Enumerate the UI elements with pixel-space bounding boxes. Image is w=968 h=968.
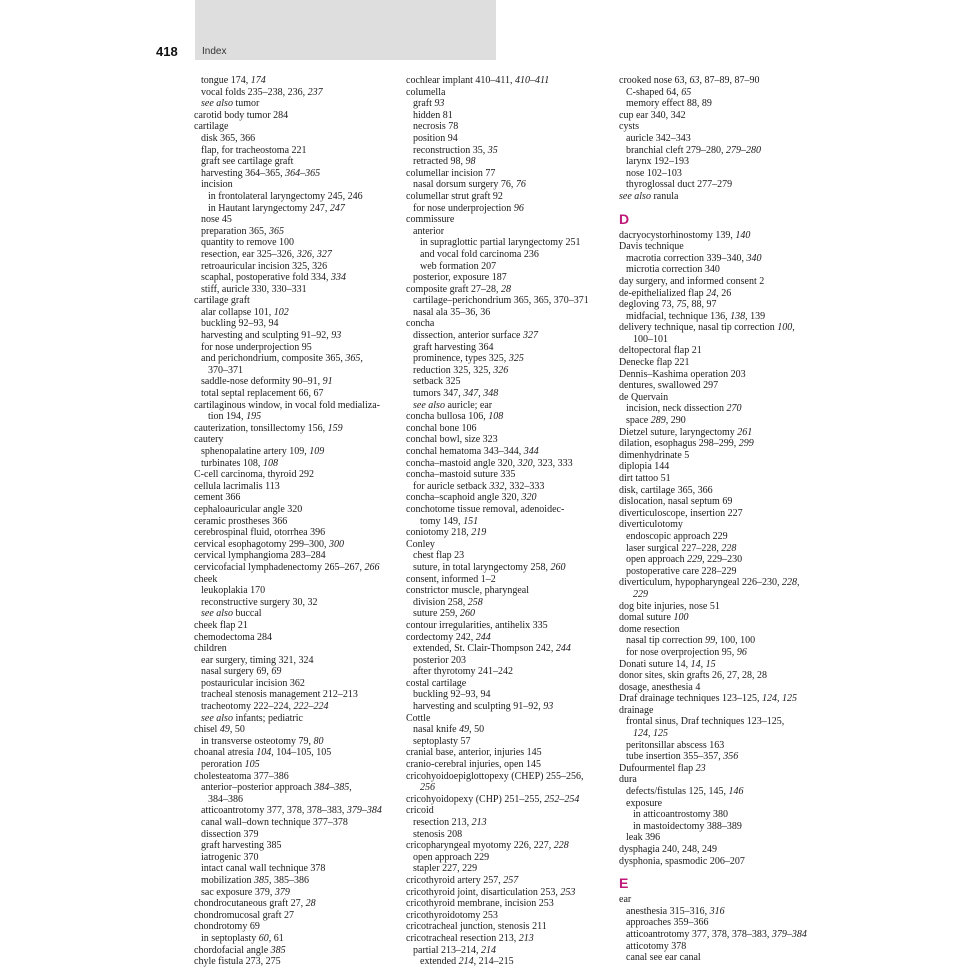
index-entry: concha <box>406 318 435 330</box>
index-entry: cheek <box>194 573 218 585</box>
index-entry: dog bite injuries, nose 51 <box>619 600 720 612</box>
index-entry-continuation: 384–386 <box>208 793 243 805</box>
index-subentry: postauricular incision 362 <box>201 677 305 689</box>
index-subentry: sphenopalatine artery 109, 109 <box>201 446 325 457</box>
index-subentry: branchial cleft 279–280, 279–280 <box>626 144 761 156</box>
index-entry: chisel 49, 50 <box>194 724 245 736</box>
index-column-3 <box>619 75 819 964</box>
index-subentry: harvesting and sculpting 91–92, 93 <box>201 330 342 342</box>
index-entry: diverticulum, hypopharyngeal 226–230, 228, <box>619 577 800 589</box>
index-entry: cervicofacial lymphadenectomy 265–267, 266 <box>194 561 380 573</box>
index-entry: de-epithelialized flap 24, 26 <box>619 287 732 299</box>
index-entry: C-cell carcinoma, thyroid 292 <box>194 469 314 481</box>
index-entry-continuation: 100–101 <box>633 333 668 345</box>
index-entry: Denecke flap 221 <box>619 357 690 369</box>
running-head-bar <box>195 0 496 60</box>
index-entry: concha bullosa 106, 108 <box>406 411 504 423</box>
index-entry: day surgery, and informed consent 2 <box>619 275 765 287</box>
index-entry: cricothyroid membrane, incision 253 <box>406 898 554 910</box>
index-entry: Dufourmentel flap 23 <box>619 762 706 774</box>
index-subentry: nasal tip correction 99, 100, 100 <box>626 635 756 647</box>
index-subentry: quantity to remove 100 <box>201 237 295 249</box>
index-entry: cephaloauricular angle 320 <box>194 503 303 515</box>
index-subentry: after thyrotomy 241–242 <box>413 666 513 678</box>
index-subentry: and vocal fold carcinoma 236 <box>420 248 539 260</box>
index-entry: diplopia 144 <box>619 461 670 473</box>
index-entry: cricotracheal resection 213, 213 <box>406 932 534 944</box>
index-subentry: graft harvesting 385 <box>201 840 282 852</box>
index-entry: conchotome tissue removal, adenoidec- <box>406 503 565 515</box>
index-subentry: graft harvesting 364 <box>413 341 494 353</box>
index-entry: cerebrospinal fluid, otorrhea 396 <box>194 527 326 539</box>
index-subentry: atticoantrotomy 377, 378, 378–383, 379–384 <box>626 928 807 940</box>
index-subentry: auricle 342–343 <box>626 132 691 144</box>
index-entry: cartilaginous window, in vocal fold medializa- <box>194 399 380 411</box>
index-subentry: see also tumor <box>201 98 260 110</box>
index-entry: cartilage graft <box>194 295 250 307</box>
index-subentry: chest flap 23 <box>413 550 465 562</box>
index-entry: cauterization, tonsillectomy 156, 159 <box>194 422 343 434</box>
index-entry: chondrocutaneous graft 27, 28 <box>194 898 316 910</box>
index-subentry: cartilage–perichondrium 365, 365, 370–371 <box>413 295 589 307</box>
index-entry: cricothyroid joint, disarticulation 253, 253 <box>406 886 576 898</box>
index-entry: cricotracheal junction, stenosis 211 <box>406 921 547 933</box>
index-subentry: harvesting and sculpting 91–92, 93 <box>413 701 554 713</box>
index-subentry: nose 45 <box>201 214 232 226</box>
index-subentry: for nose underprojection 96 <box>413 202 524 214</box>
index-subentry: postoperative care 228–229 <box>626 565 737 577</box>
index-subentry: suture 259, 260 <box>413 608 475 620</box>
index-entry: cellula lacrimalis 113 <box>194 480 280 492</box>
index-entry: cup ear 340, 342 <box>619 109 686 121</box>
index-entry-continuation: 124, 125 <box>633 728 668 740</box>
index-entry: dysphagia 240, 248, 249 <box>619 844 718 855</box>
index-subentry: graft see cartilage graft <box>201 156 294 168</box>
index-entry: Dietzel suture, laryngectomy 261 <box>619 426 753 438</box>
index-entry: cochlear implant 410–411, 410–411 <box>406 75 550 86</box>
index-entry: drainage <box>619 704 654 716</box>
index-entry: cartilage <box>194 121 229 133</box>
index-entry: cautery <box>194 434 224 446</box>
index-subentry: nasal ala 35–36, 36 <box>413 306 491 318</box>
index-entry: cricothyroidotomy 253 <box>406 909 498 921</box>
index-subentry: hidden 81 <box>413 109 453 121</box>
index-subentry: memory effect 88, 89 <box>626 98 712 110</box>
index-entry: chemodectoma 284 <box>194 631 273 643</box>
index-entry: children <box>194 643 227 655</box>
index-subentry: tongue 174, 174 <box>201 75 266 86</box>
index-entry: costal cartilage <box>406 677 467 689</box>
index-subentry: see also auricle; ear <box>413 399 493 411</box>
index-subentry: tumors 347, 347, 348 <box>413 388 499 400</box>
index-subentry: reconstructive surgery 30, 32 <box>201 596 318 608</box>
index-entry: dilation, esophagus 298–299, 299 <box>619 438 754 450</box>
index-entry: choanal atresia 104, 104–105, 105 <box>194 747 332 759</box>
index-entry: chondromucosal graft 27 <box>194 909 294 921</box>
index-subentry: intact canal wall technique 378 <box>201 863 326 875</box>
index-entry: diverticulotomy <box>619 519 683 531</box>
index-entry: constrictor muscle, pharyngeal <box>406 585 530 597</box>
index-entry: Cottle <box>406 712 431 724</box>
index-entry: concha–mastoid suture 335 <box>406 469 516 481</box>
index-entry: Dennis–Kashima operation 203 <box>619 368 746 380</box>
index-subentry: see also infants; pediatric <box>201 712 303 724</box>
index-entry: dentures, swallowed 297 <box>619 380 719 392</box>
index-subentry: disk 365, 366 <box>201 132 256 144</box>
index-entry: cranio-cerebral injuries, open 145 <box>406 759 541 771</box>
index-subentry: in supraglottic partial laryngectomy 251 <box>420 237 581 249</box>
index-subentry: leak 396 <box>626 832 661 844</box>
index-entry: deltopectoral flap 21 <box>619 345 702 357</box>
index-subentry: posterior 203 <box>413 654 467 666</box>
index-subentry: septoplasty 57 <box>413 735 471 747</box>
index-subentry: defects/fistulas 125, 145, 146 <box>626 786 744 798</box>
index-subentry: for nose underprojection 95 <box>201 341 312 353</box>
index-subentry: laser surgical 227–228, 228 <box>626 542 737 554</box>
index-entry: carotid body tumor 284 <box>194 109 289 121</box>
index-subentry: iatrogenic 370 <box>201 851 259 863</box>
index-subentry: web formation 207 <box>420 260 497 272</box>
index-subentry: for nose overprojection 95, 96 <box>626 646 747 658</box>
index-subentry: leukoplakia 170 <box>201 585 266 597</box>
index-entry: Donati suture 14, 14, 15 <box>619 658 716 670</box>
index-subentry: see also buccal <box>201 608 262 620</box>
index-entry: Conley <box>406 538 435 550</box>
index-subentry: for auricle setback 332, 332–333 <box>413 480 545 492</box>
index-entry-continuation: 229 <box>633 588 648 600</box>
index-subentry: partial 213–214, 214 <box>413 944 497 956</box>
index-section-letter: E <box>619 875 629 892</box>
index-entry: conchal bowl, size 323 <box>406 434 498 446</box>
index-entry: domal suture 100 <box>619 612 689 624</box>
index-subentry: flap, for tracheostoma 221 <box>201 144 307 156</box>
index-entry: conchal hematoma 343–344, 344 <box>406 446 539 457</box>
index-entry: cholesteatoma 377–386 <box>194 770 289 782</box>
index-subentry: posterior, exposure 187 <box>413 272 507 284</box>
index-subentry: harvesting 364–365, 364–365 <box>201 167 321 179</box>
index-subentry: buckling 92–93, 94 <box>413 689 491 701</box>
index-subentry: position 94 <box>413 132 458 144</box>
index-entry: commissure <box>406 214 455 226</box>
index-entry: dimenhydrinate 5 <box>619 449 690 461</box>
index-subentry: division 258, 258 <box>413 596 483 608</box>
index-subentry: atticoantrotomy 377, 378, 378–383, 379–384 <box>201 805 382 817</box>
index-subentry: suture, in total laryngectomy 258, 260 <box>413 561 566 573</box>
index-entry: chondrotomy 69 <box>194 921 260 933</box>
index-entry: consent, informed 1–2 <box>406 573 496 585</box>
index-subentry: buckling 92–93, 94 <box>201 318 279 330</box>
index-entry: columellar incision 77 <box>406 167 496 179</box>
index-entry: Draf drainage techniques 123–125, 124, 125 <box>619 693 798 705</box>
index-subentry: extended 214, 214–215 <box>420 956 514 968</box>
index-subentry: vocal folds 235–238, 236, 237 <box>201 86 323 98</box>
index-entry: crooked nose 63, 63, 87–89, 87–90 <box>619 75 760 86</box>
index-subentry: in Hautant laryngectomy 247, 247 <box>208 202 345 214</box>
index-subentry: in atticoantrostomy 380 <box>633 809 728 821</box>
index-entry: cricothyroid artery 257, 257 <box>406 874 519 886</box>
index-entry: concha–mastoid angle 320, 320, 323, 333 <box>406 457 573 469</box>
index-subentry: and perichondrium, composite 365, 365, <box>201 353 363 365</box>
index-subentry: reduction 325, 325, 326 <box>413 364 509 376</box>
index-column-1 <box>194 75 402 968</box>
index-entry-continuation: tomy 149, 151 <box>420 515 479 527</box>
index-subentry: preparation 365, 365 <box>201 225 285 237</box>
index-subentry: retroauricular incision 325, 326 <box>201 260 328 272</box>
index-entry: see also ranula <box>619 190 679 202</box>
index-entry: dura <box>619 774 637 786</box>
index-subentry: tracheotomy 222–224, 222–224 <box>201 701 329 713</box>
index-entry: chyle fistula 273, 275 <box>194 956 281 968</box>
index-entry: cervical esophagotomy 299–300, 300 <box>194 538 344 550</box>
index-subentry: in mastoidectomy 388–389 <box>633 820 742 832</box>
index-entry: cement 366 <box>194 492 241 504</box>
index-subentry: microtia correction 340 <box>626 264 720 276</box>
index-subentry: resection 213, 213 <box>413 817 487 828</box>
index-entry-continuation: tion 194, 195 <box>208 411 262 423</box>
index-subentry: scaphal, postoperative fold 334, 334 <box>201 272 346 284</box>
index-entry: dirt tattoo 51 <box>619 473 671 484</box>
index-subentry: stiff, auricle 330, 330–331 <box>201 283 307 295</box>
index-column-2 <box>406 75 614 968</box>
index-subentry: in frontolateral laryngectomy 245, 246 <box>208 190 363 202</box>
index-subentry: endoscopic approach 229 <box>626 530 728 542</box>
index-subentry: retracted 98, 98 <box>413 156 476 168</box>
index-subentry: reconstruction 35, 35 <box>413 144 498 156</box>
index-subentry: midfacial, technique 136, 138, 139 <box>626 310 766 322</box>
index-subentry: stapler 227, 229 <box>413 863 478 875</box>
index-subentry: nasal surgery 69, 69 <box>201 666 282 678</box>
index-entry: disk, cartilage 365, 366 <box>619 484 713 496</box>
index-subentry: dissection 379 <box>201 828 259 840</box>
index-subentry: saddle-nose deformity 90–91, 91 <box>201 376 333 388</box>
index-entry: concha–scaphoid angle 320, 320 <box>406 492 537 504</box>
index-subentry: prominence, types 325, 325 <box>413 353 524 365</box>
index-entry: dysphonia, spasmodic 206–207 <box>619 855 745 867</box>
index-subentry: anesthesia 315–316, 316 <box>626 905 725 917</box>
index-entry: cricoid <box>406 805 434 817</box>
index-entry: donor sites, skin grafts 26, 27, 28, 28 <box>619 670 768 682</box>
index-subentry: incision, neck dissection 270 <box>626 403 742 415</box>
index-subentry: atticotomy 378 <box>626 940 687 952</box>
index-subentry: resection, ear 325–326, 326, 327 <box>201 248 332 260</box>
index-entry: coniotomy 218, 219 <box>406 527 487 539</box>
index-entry: diverticuloscope, insertion 227 <box>619 507 743 519</box>
index-entry: Davis technique <box>619 241 684 253</box>
index-subentry: open approach 229 <box>413 851 490 863</box>
index-entry: conchal bone 106 <box>406 422 477 434</box>
index-entry: cordectomy 242, 244 <box>406 631 491 643</box>
index-entry: cricopharyngeal myotomy 226, 227, 228 <box>406 840 569 852</box>
index-entry: dome resection <box>619 623 680 635</box>
index-entry: degloving 73, 75, 88, 97 <box>619 299 717 311</box>
index-subentry: canal see ear canal <box>626 952 701 964</box>
index-entry: chordofacial angle 385 <box>194 944 286 956</box>
index-subentry: space 289, 290 <box>626 415 686 427</box>
index-subentry: ear surgery, timing 321, 324 <box>201 654 314 666</box>
index-subentry: in transverse osteotomy 79, 80 <box>201 735 324 747</box>
index-subentry: exposure <box>626 797 663 809</box>
index-entry: composite graft 27–28, 28 <box>406 283 511 295</box>
index-entry-continuation: 256 <box>420 782 435 794</box>
index-entry: cricohyoidopexy (CHP) 251–255, 252–254 <box>406 793 580 805</box>
index-subentry: mobilization 385, 385–386 <box>201 874 310 886</box>
index-subentry: alar collapse 101, 102 <box>201 306 289 318</box>
index-subentry: tracheal stenosis management 212–213 <box>201 689 358 701</box>
index-subentry: graft 93 <box>413 98 445 110</box>
index-subentry: setback 325 <box>413 376 461 388</box>
index-subentry: approaches 359–366 <box>626 917 709 929</box>
index-entry: dosage, anesthesia 4 <box>619 681 701 693</box>
page-number: 418 <box>156 44 178 59</box>
index-subentry: stenosis 208 <box>413 828 463 840</box>
index-subentry: in septoplasty 60, 61 <box>201 932 284 944</box>
index-subentry: anterior–posterior approach 384–385, <box>201 782 352 794</box>
index-entry: columellar strut graft 92 <box>406 190 503 202</box>
index-subentry: larynx 192–193 <box>626 156 690 168</box>
index-subentry: total septal replacement 66, 67 <box>201 388 324 400</box>
index-entry: cheek flap 21 <box>194 619 248 631</box>
index-entry: dacryocystorhinostomy 139, 140 <box>619 229 751 241</box>
index-subentry: nasal dorsum surgery 76, 76 <box>413 179 526 191</box>
index-entry: ear <box>619 894 632 906</box>
index-subentry: dissection, anterior surface 327 <box>413 330 538 342</box>
index-subentry: turbinates 108, 108 <box>201 457 278 469</box>
index-subentry: peritonsillar abscess 163 <box>626 739 725 751</box>
index-subentry: frontal sinus, Draf techniques 123–125, <box>626 716 785 728</box>
index-entry: de Quervain <box>619 391 669 403</box>
index-subentry: incision <box>201 179 233 191</box>
index-entry: cricohyoidoepiglottopexy (CHEP) 255–256, <box>406 770 584 782</box>
running-head: Index <box>202 46 227 57</box>
index-entry: columella <box>406 86 446 98</box>
index-subentry: tube insertion 355–357, 356 <box>626 751 739 763</box>
index-entry: ceramic prostheses 366 <box>194 515 288 527</box>
index-subentry: macrotia correction 339–340, 340 <box>626 252 762 264</box>
index-subentry: necrosis 78 <box>413 121 459 133</box>
index-subentry: peroration 105 <box>201 759 260 771</box>
index-subentry: open approach 229, 229–230 <box>626 554 743 566</box>
index-entry: delivery technique, nasal tip correction 100, <box>619 322 795 334</box>
index-entry: cysts <box>619 121 639 133</box>
index-subentry: canal wall–down technique 377–378 <box>201 817 348 828</box>
index-subentry: nasal knife 49, 50 <box>413 724 485 736</box>
index-subentry: sac exposure 379, 379 <box>201 886 290 898</box>
index-subentry: C-shaped 64, 65 <box>626 86 692 98</box>
index-subentry: anterior <box>413 225 445 237</box>
index-subentry: extended, St. Clair-Thompson 242, 244 <box>413 643 571 655</box>
index-entry-continuation: 370–371 <box>208 364 243 376</box>
index-section-letter: D <box>619 210 630 227</box>
index-subentry: nose 102–103 <box>626 167 682 179</box>
index-entry: cranial base, anterior, injuries 145 <box>406 747 542 759</box>
index-entry: contour irregularities, antihelix 335 <box>406 619 548 631</box>
index-entry: cervical lymphangioma 283–284 <box>194 550 326 562</box>
index-subentry: thyroglossal duct 277–279 <box>626 179 733 191</box>
index-entry: dislocation, nasal septum 69 <box>619 496 733 508</box>
